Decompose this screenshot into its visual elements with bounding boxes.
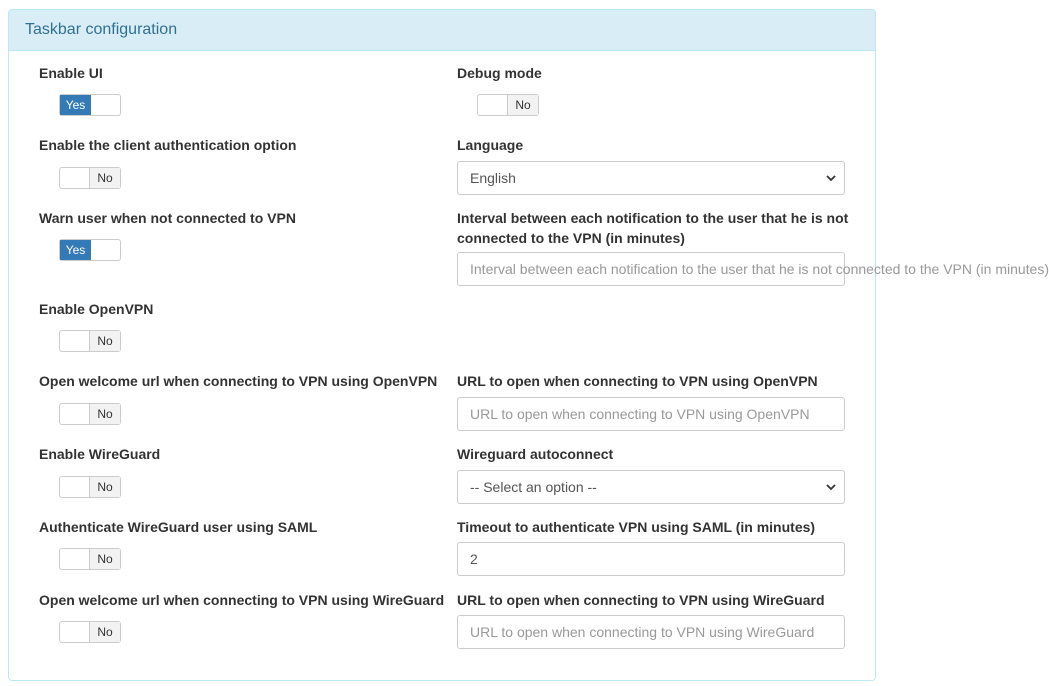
enable-wireguard-label: Enable WireGuard bbox=[39, 446, 161, 462]
debug-mode-label: Debug mode bbox=[457, 65, 542, 81]
toggle-state: No bbox=[89, 331, 120, 351]
language-label: Language bbox=[457, 137, 524, 153]
welcome-openvpn-toggle[interactable] bbox=[59, 403, 121, 425]
panel-title: Taskbar configuration bbox=[9, 10, 875, 51]
url-wireguard-label: URL to open when connecting to VPN using WireGuard bbox=[457, 592, 825, 608]
welcome-wireguard-label: Open welcome url when connecting to VPN using WireGuard bbox=[39, 592, 445, 608]
wireguard-autoconnect-select[interactable] bbox=[457, 470, 845, 504]
language-selected-value: English bbox=[470, 170, 516, 186]
taskbar-config-panel bbox=[8, 9, 876, 681]
welcome-openvpn-label: Open welcome url when connecting to VPN using OpenVPN bbox=[39, 373, 438, 389]
interval-input[interactable]: Interval between each notification to the user that he is not connected to the VPN (in minutes) bbox=[457, 252, 845, 286]
toggle-state: No bbox=[89, 477, 120, 497]
chevron-down-icon bbox=[824, 171, 838, 185]
debug-mode-toggle[interactable] bbox=[477, 94, 539, 116]
wireguard-autoconnect-label: Wireguard autoconnect bbox=[457, 446, 614, 462]
url-openvpn-label: URL to open when connecting to VPN using OpenVPN bbox=[457, 373, 818, 389]
enable-wireguard-toggle[interactable] bbox=[59, 476, 121, 498]
interval-label-line1: Interval between each notification to the user that he is not bbox=[457, 210, 849, 226]
url-wireguard-input[interactable]: URL to open when connecting to VPN using WireGuard bbox=[457, 615, 845, 649]
toggle-state: Yes bbox=[60, 240, 91, 260]
saml-timeout-label: Timeout to authenticate VPN using SAML (in minutes) bbox=[457, 519, 816, 535]
toggle-state: No bbox=[507, 95, 538, 115]
enable-openvpn-label: Enable OpenVPN bbox=[39, 301, 154, 317]
wireguard-autoconnect-selected-value: -- Select an option -- bbox=[470, 479, 597, 495]
chevron-down-icon bbox=[824, 480, 838, 494]
url-openvpn-input[interactable]: URL to open when connecting to VPN using OpenVPN bbox=[457, 397, 845, 431]
wireguard-saml-toggle[interactable] bbox=[59, 548, 121, 570]
toggle-state: No bbox=[89, 549, 120, 569]
interval-label bbox=[457, 208, 848, 248]
client-auth-toggle[interactable] bbox=[59, 167, 121, 189]
interval-label-line2: connected to the VPN (in minutes) bbox=[457, 230, 685, 246]
toggle-state: Yes bbox=[60, 95, 91, 115]
toggle-state: No bbox=[89, 622, 120, 642]
welcome-wireguard-toggle[interactable] bbox=[59, 621, 121, 643]
enable-ui-label: Enable UI bbox=[39, 65, 103, 81]
enable-openvpn-toggle[interactable] bbox=[59, 330, 121, 352]
saml-timeout-input[interactable]: 2 bbox=[457, 542, 845, 576]
enable-ui-toggle[interactable] bbox=[59, 94, 121, 116]
client-auth-label: Enable the client authentication option bbox=[39, 137, 297, 153]
warn-user-toggle[interactable] bbox=[59, 239, 121, 261]
toggle-state: No bbox=[89, 168, 120, 188]
wireguard-saml-label: Authenticate WireGuard user using SAML bbox=[39, 519, 318, 535]
language-select[interactable] bbox=[457, 161, 845, 195]
toggle-state: No bbox=[89, 404, 120, 424]
warn-user-label: Warn user when not connected to VPN bbox=[39, 210, 296, 226]
